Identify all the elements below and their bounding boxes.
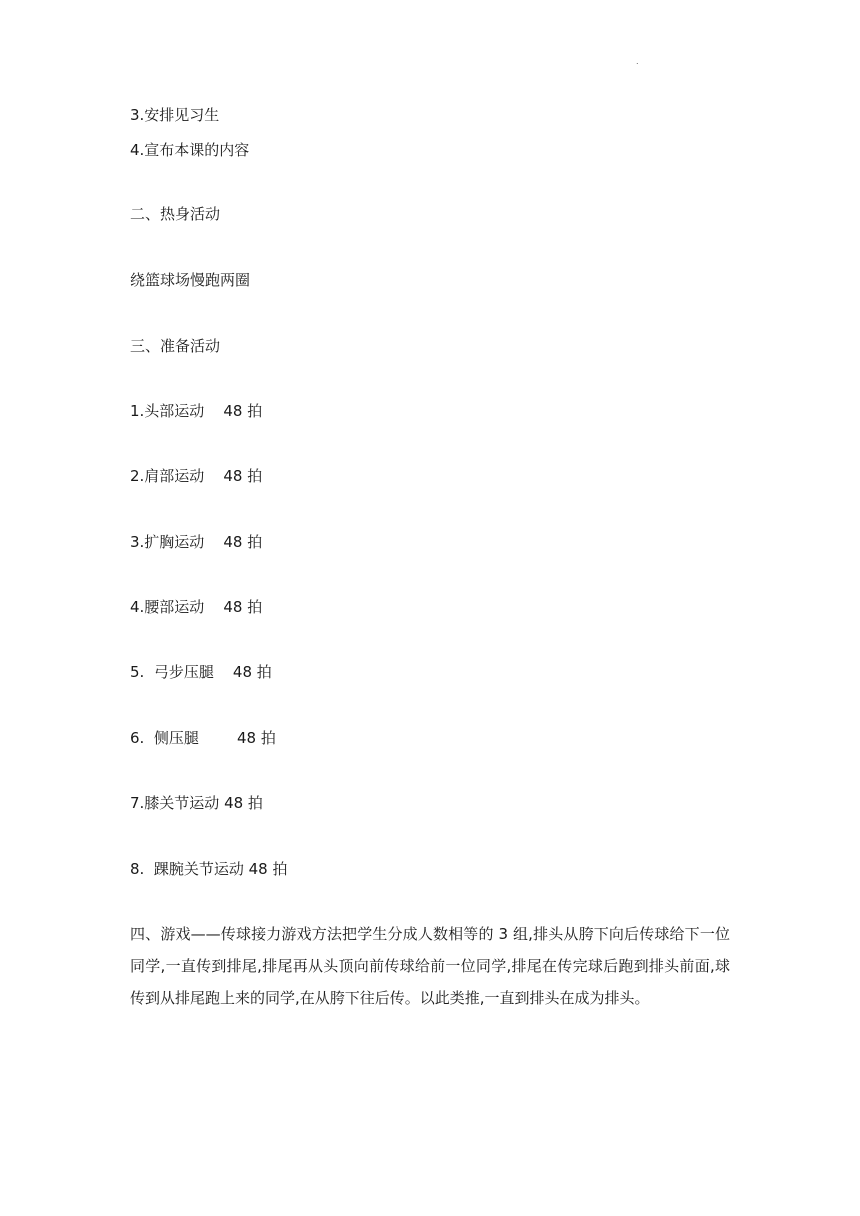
prep-item-8: 8. 踝腕关节运动 48 拍 — [130, 860, 288, 878]
prep-item-7: 7.膝关节运动 48 拍 — [130, 794, 263, 812]
header-mark: . — [636, 57, 639, 66]
prep-item-2: 2.肩部运动 48 拍 — [130, 467, 263, 485]
intro-item-3: 3.安排见习生 — [130, 106, 220, 124]
prep-item-5: 5. 弓步压腿 48 拍 — [130, 663, 272, 681]
warmup-text: 绕篮球场慢跑两圈 — [130, 271, 251, 289]
prep-item-6: 6. 侧压腿 48 拍 — [130, 729, 276, 747]
warmup-heading: 二、热身活动 — [130, 205, 221, 223]
intro-item-4: 4.宣布本课的内容 — [130, 141, 250, 159]
prep-item-3: 3.扩胸运动 48 拍 — [130, 533, 263, 551]
prep-item-4: 4.腰部运动 48 拍 — [130, 598, 263, 616]
prep-heading: 三、准备活动 — [130, 337, 221, 355]
game-paragraph: 四、游戏——传球接力游戏方法把学生分成人数相等的 3 组,排头从胯下向后传球给下一位同学,一直传到排尾,排尾再从头顶向前传球给前一位同学,排尾在传完球后跑到排头前面,球传到从排尾跑上来的同学,在从胯下往后传。以此类推,一直到排头在成为排头。 — [130, 925, 730, 1007]
prep-item-1: 1.头部运动 48 拍 — [130, 402, 263, 420]
